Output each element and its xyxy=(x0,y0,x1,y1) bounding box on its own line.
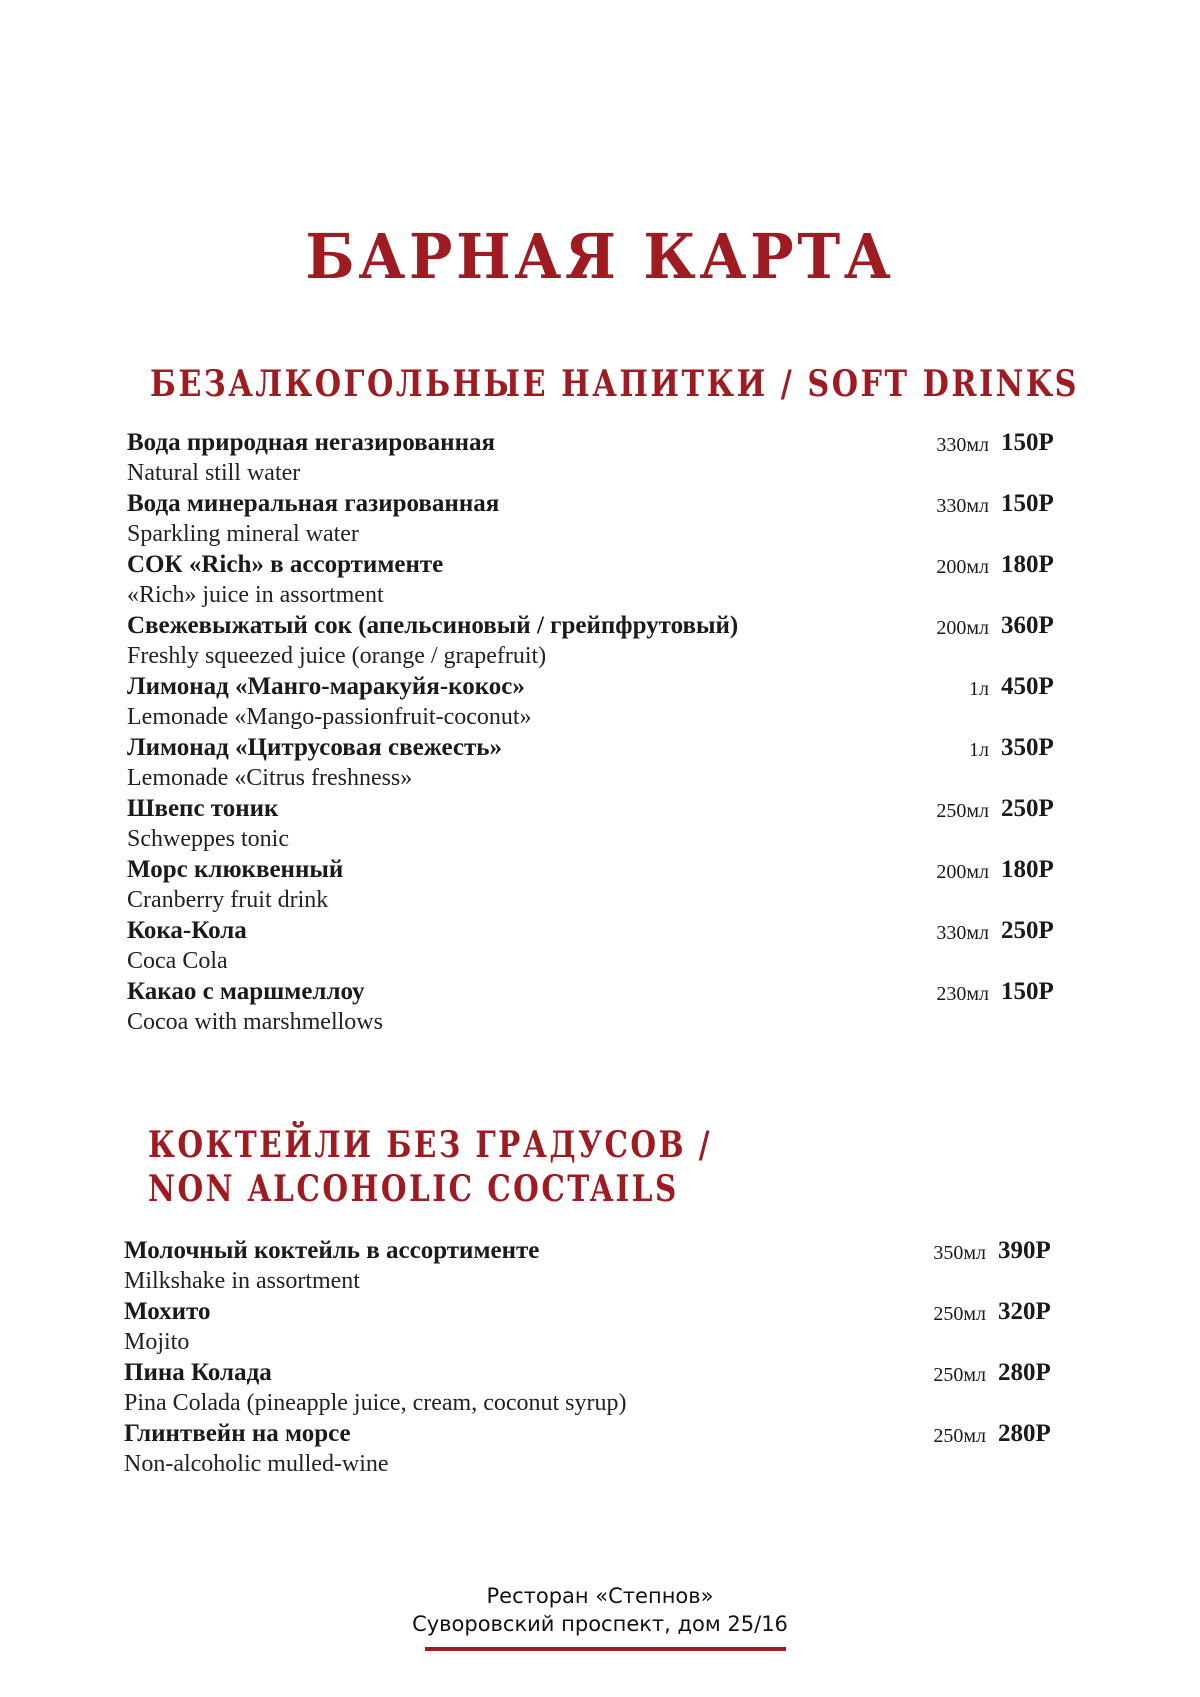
item-volume: 1л xyxy=(969,678,989,700)
section-title-line-2: NON ALCOHOLIC COCTAILS xyxy=(148,1168,679,1210)
item-description: Mojito xyxy=(124,1329,190,1355)
item-volume: 230мл xyxy=(936,983,989,1005)
item-price: 450Р xyxy=(1001,673,1054,700)
item-volume: 250мл xyxy=(933,1303,986,1325)
item-description: Freshly squeezed juice (orange / grapefruit) xyxy=(127,643,547,669)
restaurant-name: Ресторан «Степнов» xyxy=(486,1584,714,1608)
item-name: Молочный коктейль в ассортименте xyxy=(124,1237,540,1264)
menu-item xyxy=(127,489,1107,550)
menu-item xyxy=(124,1236,1104,1297)
item-description: Cranberry fruit drink xyxy=(127,887,329,913)
item-description: Coca Cola xyxy=(127,948,228,974)
item-price: 150Р xyxy=(1001,978,1054,1005)
restaurant-address: Суворовский проспект, дом 25/16 xyxy=(412,1612,788,1636)
menu-item xyxy=(124,1419,1104,1480)
menu-item xyxy=(127,672,1107,733)
soft-drinks-list xyxy=(127,428,1107,1038)
item-description: Non-alcoholic mulled-wine xyxy=(124,1451,389,1477)
cocktails-list xyxy=(124,1236,1104,1480)
item-description: «Rich» juice in assortment xyxy=(127,582,384,608)
item-name: Мохито xyxy=(124,1298,211,1325)
item-volume: 1л xyxy=(969,739,989,761)
item-name: Кока-Кола xyxy=(127,917,247,944)
item-price: 150Р xyxy=(1001,490,1054,517)
item-description: Milkshake in assortment xyxy=(124,1268,360,1294)
menu-item xyxy=(127,794,1107,855)
item-volume: 250мл xyxy=(933,1364,986,1386)
footer xyxy=(0,1582,1200,1638)
section-title-soft-drinks: БЕЗАЛКОГОЛЬНЫЕ НАПИТКИ / SOFT DRINKS xyxy=(150,363,1080,405)
item-description: Lemonade «Mango-passionfruit-coconut» xyxy=(127,704,532,730)
item-price: 180Р xyxy=(1001,856,1054,883)
item-price: 280Р xyxy=(998,1359,1051,1386)
menu-item xyxy=(124,1358,1104,1419)
item-price: 390Р xyxy=(998,1237,1051,1264)
item-volume: 330мл xyxy=(936,922,989,944)
item-description: Cocoa with marshmellows xyxy=(127,1009,383,1035)
item-price: 320Р xyxy=(998,1298,1051,1325)
item-price: 280Р xyxy=(998,1420,1051,1447)
menu-item xyxy=(127,428,1107,489)
item-price: 250Р xyxy=(1001,917,1054,944)
item-volume: 250мл xyxy=(933,1425,986,1447)
item-name: Какао с маршмеллоу xyxy=(127,978,365,1005)
item-description: Sparkling mineral water xyxy=(127,521,359,547)
item-description: Pina Colada (pineapple juice, cream, coconut syrup) xyxy=(124,1390,627,1416)
item-name: Пина Колада xyxy=(124,1359,272,1386)
menu-item xyxy=(127,733,1107,794)
item-name: Лимонад «Цитрусовая свежесть» xyxy=(127,734,503,761)
menu-item xyxy=(127,550,1107,611)
item-volume: 330мл xyxy=(936,434,989,456)
item-volume: 350мл xyxy=(933,1242,986,1264)
item-name: Вода природная негазированная xyxy=(127,429,495,456)
menu-item xyxy=(124,1297,1104,1358)
item-name: Глинтвейн на морсе xyxy=(124,1420,351,1447)
section-title-non-alcoholic-cocktails xyxy=(148,1123,712,1211)
menu-item xyxy=(127,611,1107,672)
footer-divider xyxy=(425,1647,786,1651)
item-volume: 330мл xyxy=(936,495,989,517)
item-description: Schweppes tonic xyxy=(127,826,289,852)
item-name: Свежевыжатый сок (апельсиновый / грейпфрутовый) xyxy=(127,612,739,639)
item-name: Швепс тоник xyxy=(127,795,279,822)
item-volume: 200мл xyxy=(936,556,989,578)
item-price: 360Р xyxy=(1001,612,1054,639)
item-description: Lemonade «Citrus freshness» xyxy=(127,765,413,791)
page-title: БАРНАЯ КАРТА xyxy=(305,220,895,293)
menu-item xyxy=(127,916,1107,977)
menu-item xyxy=(127,977,1107,1038)
menu-item xyxy=(127,855,1107,916)
item-volume: 200мл xyxy=(936,617,989,639)
section-title-line-1: КОКТЕЙЛИ БЕЗ ГРАДУСОВ / xyxy=(148,1124,712,1166)
item-description: Natural still water xyxy=(127,460,301,486)
item-price: 150Р xyxy=(1001,429,1054,456)
item-volume: 250мл xyxy=(936,800,989,822)
item-name: Морс клюквенный xyxy=(127,856,344,883)
item-volume: 200мл xyxy=(936,861,989,883)
item-name: Лимонад «Манго-маракуйя-кокос» xyxy=(127,673,525,700)
item-price: 180Р xyxy=(1001,551,1054,578)
item-price: 350Р xyxy=(1001,734,1054,761)
item-price: 250Р xyxy=(1001,795,1054,822)
item-name: Вода минеральная газированная xyxy=(127,490,500,517)
item-name: СОК «Rich» в ассортименте xyxy=(127,551,444,578)
